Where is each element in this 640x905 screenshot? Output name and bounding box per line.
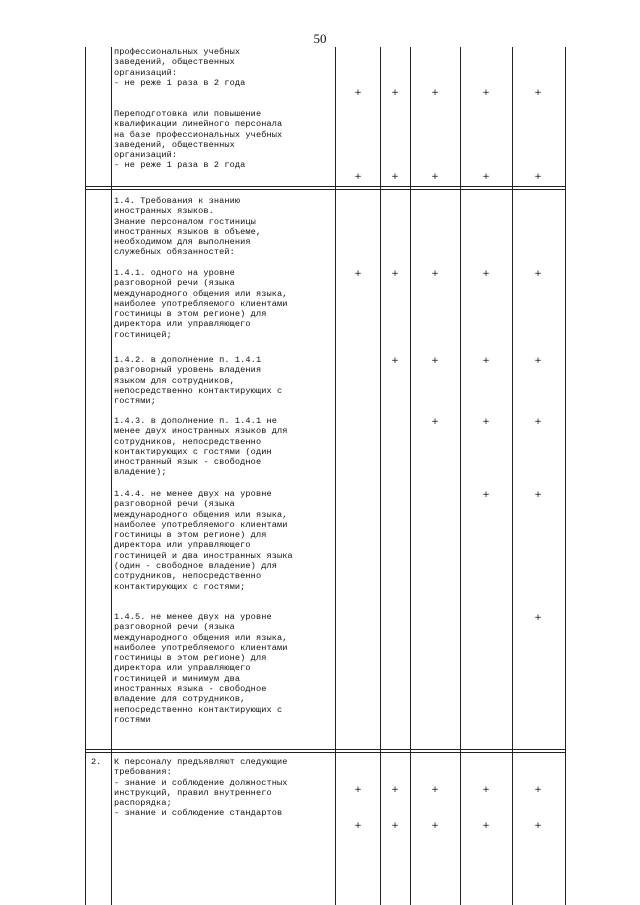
cell-text-language-requirements: 1.4. Требования к знанию иностранных языков. Знание персоналом гостиницы иностранных языков в объеме, необходимом для выполнения служебных обязанностей: [114,196,262,258]
category-mark: + [482,172,490,182]
category-mark: + [391,88,399,98]
page-number: 50 [313,31,327,46]
category-mark: + [482,821,490,831]
table-column-divider [380,47,381,905]
category-mark: + [354,88,362,98]
table-column-divider [512,47,513,905]
cell-text-item-1-4-4: 1.4.4. не менее двух на уровне разговорной речи (языка международного общения или языка, наиболее употребляемого клиентами гостиницы в этом регионе) для директора или управляющего гостиницей и два иностранных языка (один - свободное владение) для сотрудников, непосредственно контактирующих с гостями; [114,489,293,592]
category-mark: + [534,356,542,366]
category-mark: + [534,613,542,623]
category-mark: + [354,821,362,831]
category-mark: + [354,785,362,795]
cell-text-item-1-4-5: 1.4.5. не менее двух на уровне разговорной речи (языка международного общения или языка, наиболее употребляемого клиентами гостиницы в этом регионе) для директора или управляющего гостиницей и минимум два иностранных языка - свободное владение для сотрудников, непосредственно контактирующих с гостями [114,612,288,725]
category-mark: + [431,172,439,182]
table-border-left [85,47,86,905]
category-mark: + [482,269,490,279]
row-number: 2. [91,757,102,767]
category-mark: + [391,356,399,366]
category-mark: + [534,490,542,500]
cell-text-item-1-4-2: 1.4.2. в дополнение п. 1.4.1 разговорный уровень владения языком для сотрудников, непосредственно контактирующих с гостями; [114,355,283,407]
category-mark: + [354,172,362,182]
category-mark: + [534,821,542,831]
category-mark: + [482,356,490,366]
category-mark: + [482,490,490,500]
category-mark: + [431,356,439,366]
category-mark: + [391,172,399,182]
category-mark: + [482,417,490,427]
table-column-divider [335,47,336,905]
cell-text-staff-requirements: К персоналу предъявляют следующие требования: - знание и соблюдение должностных инструкций, правил внутреннего распорядка; - знание и соблюдение стандартов [114,757,288,819]
table-row-divider [85,186,566,187]
category-mark: + [534,269,542,279]
category-mark: + [431,821,439,831]
cell-text-training-tail: профессиональных учебных заведений, общественных организаций: - не реже 1 раза в 2 года [114,47,246,88]
category-mark: + [482,785,490,795]
category-mark: + [354,269,362,279]
category-mark: + [534,172,542,182]
category-mark: + [431,269,439,279]
category-mark: + [534,417,542,427]
category-mark: + [482,88,490,98]
category-mark: + [431,417,439,427]
category-mark: + [391,269,399,279]
cell-text-item-1-4-3: 1.4.3. в дополнение п. 1.4.1 не менее двух иностранных языков для сотрудников, непосредственно контактирующих с гостями (один иностранный язык - свободное владение); [114,416,288,478]
category-mark: + [431,785,439,795]
category-mark: + [534,88,542,98]
table-row-divider [85,749,566,750]
table-column-divider [410,47,411,905]
category-mark: + [431,88,439,98]
table-column-divider [460,47,461,905]
table-column-divider [111,47,112,905]
category-mark: + [391,821,399,831]
category-mark: + [534,785,542,795]
cell-text-line-staff-training: Переподготовка или повышение квалификации линейного персонала на базе профессиональных учебных заведений, общественных организаций: - не реже 1 раза в 2 года [114,109,283,171]
table-row-divider [85,752,566,753]
cell-text-item-1-4-1: 1.4.1. одного на уровне разговорной речи (языка международного общения или языка, наиболее употребляемого клиентами гостиницы в этом регионе) для директора или управляющего гостиницей; [114,268,288,340]
category-mark: + [391,785,399,795]
table-border-right [565,47,566,905]
table-row-divider [85,189,566,190]
